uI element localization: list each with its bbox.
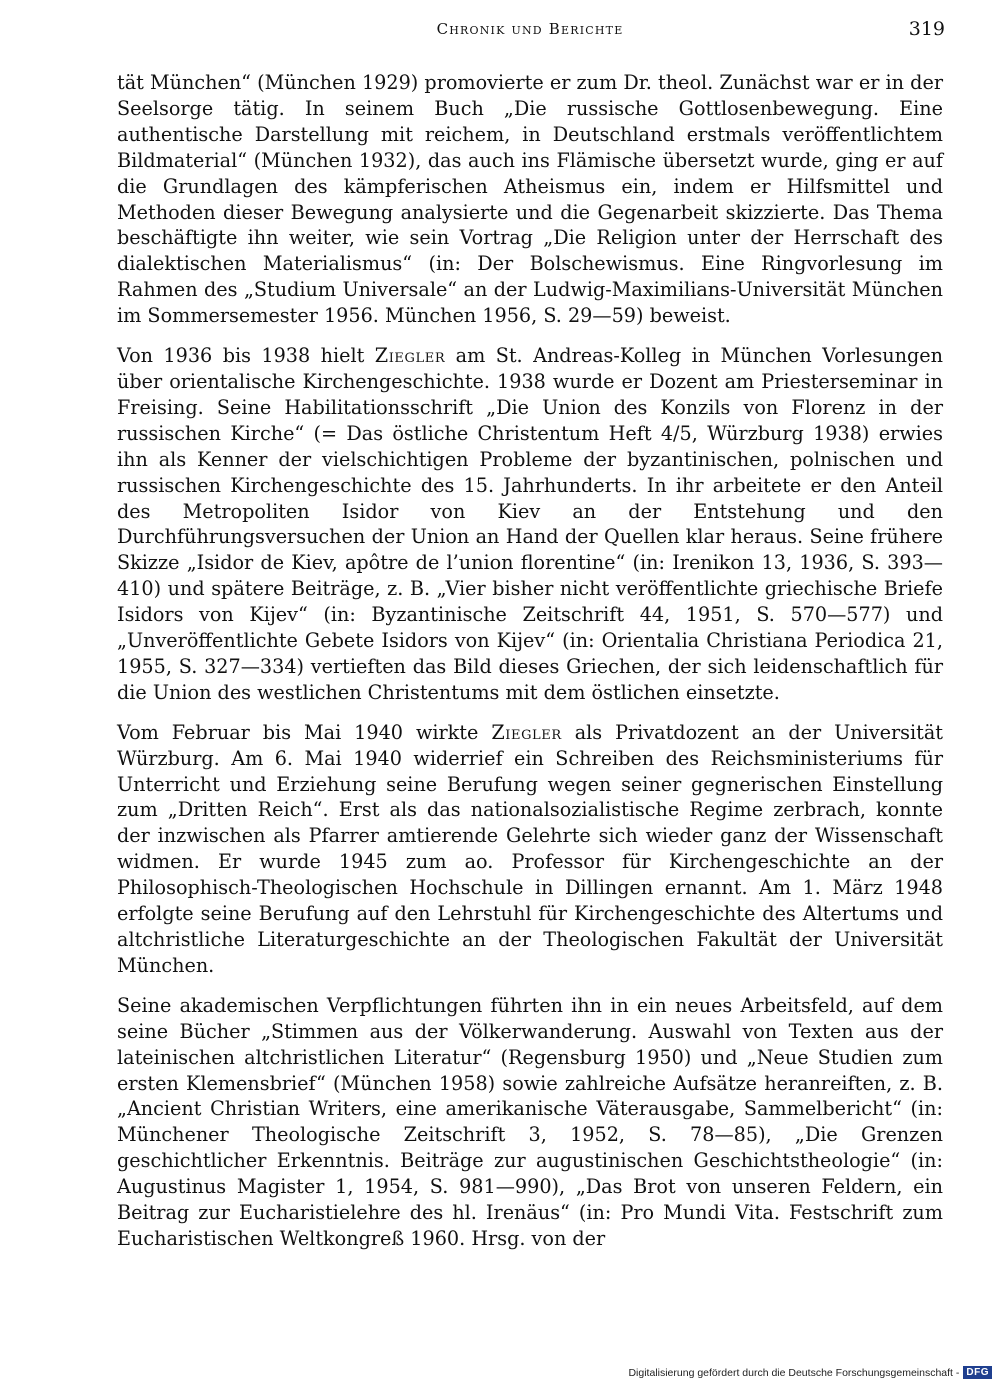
paragraph-text: tät München“ (München 1929) promovierte er zum Dr. theol. Zunächst war er in der Seelsorge tätig. In seinem Buch „Die russische Gottlosenbewegung. Eine authentische Darstellung mit reichem, in Deutschland erstmals veröffentlichtem Bildmaterial“ (München 1932), das auch ins Flämische übersetzt wurde, ging er auf die Grundlagen des kämpferischen Atheismus ein, indem er Hilfsmittel und Methoden dieser Bewegung analysierte und die Gegenarbeit skizzierte. Das Thema beschäftigte ihn weiter, wie sein Vortrag „Die Religion unter der Herrschaft des dialektischen Materialismus“ (in: Der Bolschewismus. Eine Ringvorlesung im Rahmen des „Studium Universale“ an der Ludwig-Maximilians-Universität München im Sommersemester 1956. München 1956, S. 29—59) beweist. xyxy=(117,71,943,328)
paragraph-text: als Privatdozent an der Universität Würzburg. Am 6. Mai 1940 widerrief ein Schreiben des Reichsministeriums für Unterricht und Erziehung seine Berufung wegen seiner gegnerischen Einstellung zum „Dritten Reich“. Erst als das nationalsozialistische Regime zerbrach, konnte der inzwischen als Pfarrer amtierende Gelehrte sich wieder ganz der Wissenschaft widmen. Er wurde 1945 zum ao. Professor für Kirchengeschichte an der Philosophisch-Theologischen Hochschule in Dillingen ernannt. Am 1. März 1948 erfolgte seine Berufung auf den Lehrstuhl für Kirchengeschichte des Altertums und altchristliche Literaturgeschichte an der Theologischen Fakultät der Universität München. xyxy=(117,720,943,977)
running-title: Chronik und Berichte xyxy=(436,20,624,38)
body-text xyxy=(117,70,943,1266)
author-name-smallcaps: Ziegler xyxy=(491,720,562,744)
running-head xyxy=(115,18,945,44)
paragraph-text: Vom Februar bis Mai 1940 wirkte xyxy=(117,720,492,744)
paragraph-1 xyxy=(117,70,943,329)
author-name-smallcaps: Ziegler xyxy=(374,344,446,368)
dfg-logo: DFG xyxy=(963,1366,992,1379)
paragraph-2 xyxy=(117,343,943,706)
paragraph-3 xyxy=(117,720,943,979)
paragraph-text: Seine akademischen Verpflichtungen führten ihn in ein neues Arbeitsfeld, auf dem seine Bücher „Stimmen aus der Völkerwanderung. Auswahl von Texten aus der lateinischen altchristlichen Literatur“ (Regensburg 1950) und „Neue Studien zum ersten Klemensbrief“ (München 1958) sowie zahlreiche Aufsätze heranreiften, z. B. „Ancient Christian Writers, eine amerikanische Väterausgabe, Sammelbericht“ (in: Münchener Theologische Zeitschrift 3, 1952, S. 78—85), „Die Grenzen geschichtlicher Erkenntnis. Beiträge zur augustinischen Geschichtstheologie“ (in: Augustinus Magister 1, 1954, S. 981—990), „Das Brot von unseren Feldern, ein Beitrag zur Eucharistielehre des hl. Irenäus“ (in: Pro Mundi Vita. Festschrift zum Eucharistischen Weltkongreß 1960. Hrsg. von der xyxy=(117,993,943,1250)
paragraph-4 xyxy=(117,993,943,1252)
footer-text: Digitalisierung gefördert durch die Deutsche Forschungsgemeinschaft - xyxy=(628,1366,960,1379)
digitization-footer xyxy=(628,1366,992,1379)
paragraph-text: am St. Andreas-Kolleg in München Vorlesungen über orientalische Kirchengeschichte. 1938 wurde er Dozent am Priesterseminar in Freising. Seine Habilitationsschrift „Die Union des Konzils von Florenz in der russischen Kirche“ (= Das östliche Christentum Heft 4/5, Würzburg 1938) erwies ihn als Kenner der vielschichtigen Probleme der byzantinischen, polnischen und russischen Kirchengeschichte des 15. Jahrhunderts. In ihr arbeitete er den Anteil des Metropoliten Isidor von Kiev an der Entstehung und den Durchführungsversuchen der Union an Hand der Quellen klar heraus. Seine frühere Skizze „Isidor de Kiev, apôtre de l’union florentine“ (in: Irenikon 13, 1936, S. 393—410) und spätere Beiträge, z. B. „Vier bisher nicht veröffentlichte griechische Briefe Isidors von Kijev“ (in: Byzantinische Zeitschrift 44, 1951, S. 570—577) und „Unveröffentlichte Gebete Isidors von Kijev“ (in: Orientalia Christiana Periodica 21, 1955, S. 327—334) vertieften das Bild dieses Griechen, der sich leidenschaftlich für die Union des westlichen Christentums mit dem östlichen einsetzte. xyxy=(117,344,943,704)
paragraph-text: Von 1936 bis 1938 hielt xyxy=(117,344,375,368)
page-number: 319 xyxy=(908,18,945,40)
